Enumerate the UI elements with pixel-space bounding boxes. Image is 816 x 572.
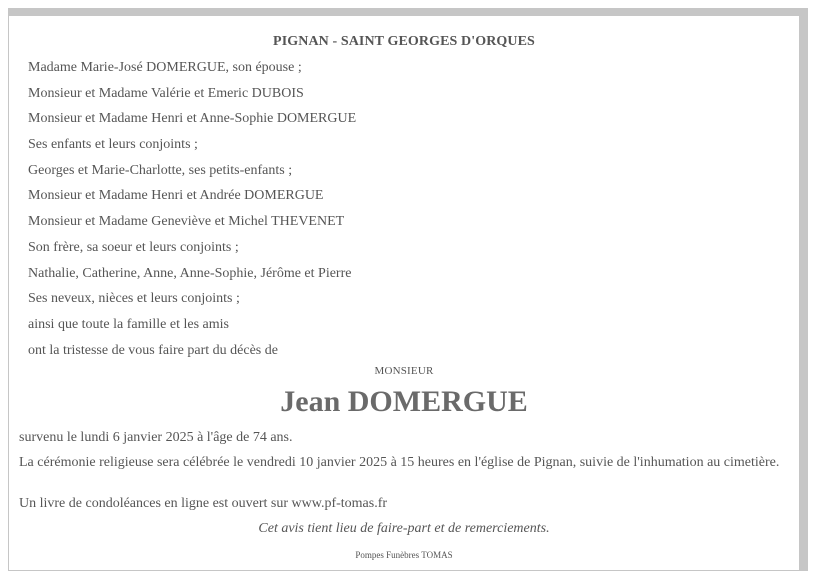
family-line: Son frère, sa soeur et leurs conjoints ; [28, 239, 239, 255]
family-line: Monsieur et Madame Henri et Andrée DOMERGUE [28, 188, 324, 204]
funeral-home-signature: Pompes Funèbres TOMAS [355, 550, 453, 560]
condolences-info-text: Un livre de condoléances en ligne est ouvert sur www.pf-tomas.fr [19, 496, 388, 511]
family-line: Ses neveux, nièces et leurs conjoints ; [28, 291, 240, 307]
family-line: Georges et Marie-Charlotte, ses petits-enfants ; [28, 162, 293, 178]
family-line: Monsieur et Madame Geneviève et Michel THEVENET [28, 214, 345, 230]
ceremony-info-text: La cérémonie religieuse sera célébrée le vendredi 10 janvier 2025 à 15 heures en l'église de Pignan, suivie de l'inhumation au cimetière. [19, 455, 780, 470]
family-line: Madame Marie-José DOMERGUE, son épouse ; [28, 60, 302, 75]
family-line: ont la tristesse de vous faire part du décès de [28, 342, 278, 358]
obituary-notice-frame [8, 8, 808, 571]
family-line: Monsieur et Madame Valérie et Emeric DUBOIS [28, 85, 304, 101]
deceased-name: Jean DOMERGUE [280, 385, 528, 418]
family-line: ainsi que toute la famille et les amis [28, 316, 229, 332]
honorific-title: MONSIEUR [374, 365, 434, 377]
location-header: PIGNAN - SAINT GEORGES D'ORQUES [273, 34, 535, 49]
closing-note: Cet avis tient lieu de faire-part et de remerciements. [258, 521, 550, 536]
family-line: Monsieur et Madame Henri et Anne-Sophie DOMERGUE [28, 111, 357, 127]
family-line: Nathalie, Catherine, Anne, Anne-Sophie, Jérôme et Pierre [28, 265, 352, 281]
family-list [28, 59, 356, 367]
family-line: Ses enfants et leurs conjoints ; [28, 137, 198, 153]
death-info-text: survenu le lundi 6 janvier 2025 à l'âge de 74 ans. [19, 430, 293, 445]
